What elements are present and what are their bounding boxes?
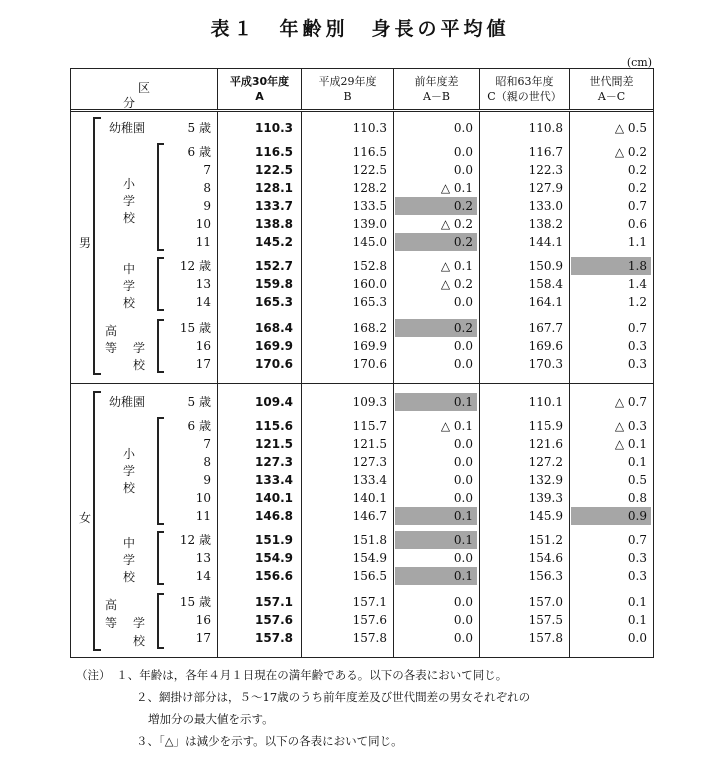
male-cell-c: 169.6	[528, 339, 563, 353]
male-cell-ac: △ 0.5	[614, 121, 647, 135]
male-cell-c: 164.1	[528, 295, 563, 309]
male-cell-c: 144.1	[528, 235, 563, 249]
table-row	[71, 531, 653, 549]
male-cell-b: 122.5	[352, 163, 387, 177]
female-cell-b: 151.8	[352, 533, 387, 547]
female-cell-c: 157.5	[528, 613, 563, 627]
table-row	[71, 393, 653, 411]
male-cell-b: 165.3	[352, 295, 387, 309]
female-cell-ac: 0.1	[627, 613, 647, 627]
age-label: 6 歳	[187, 145, 211, 159]
table-row	[71, 471, 653, 489]
header-diff-gen: 世代間差 A－C	[569, 69, 653, 109]
male-cell-ac: 1.2	[627, 295, 647, 309]
table-row	[71, 355, 653, 373]
table-row	[71, 435, 653, 453]
age-label: 10	[195, 491, 211, 505]
female-cell-ac: 0.3	[627, 569, 647, 583]
male-cell-a: 116.5	[255, 145, 293, 159]
table-row	[71, 257, 653, 275]
height-table	[70, 68, 654, 658]
female-cell-ab: 0.1	[395, 567, 477, 585]
male-cell-ac: 0.7	[627, 321, 647, 335]
female-cell-ab: 0.0	[453, 455, 473, 469]
male-elementary-label: 小 学 校	[122, 177, 135, 225]
male-cell-c: 122.3	[528, 163, 563, 177]
age-label: 17	[195, 631, 211, 645]
female-high-label: 校	[133, 634, 146, 648]
note-line: ３、「△」は減少を示す。以下の各表において同じ。	[136, 734, 403, 748]
male-cell-ac: 0.2	[627, 181, 647, 195]
male-cell-b: 152.8	[352, 259, 387, 273]
female-cell-c: 127.2	[528, 455, 563, 469]
female-cell-c: 110.1	[528, 395, 563, 409]
female-cell-b: 121.5	[352, 437, 387, 451]
female-cell-ab: 0.1	[395, 393, 477, 411]
female-cell-c: 151.2	[528, 533, 563, 547]
table-row	[71, 179, 653, 197]
male-cell-ac: △ 0.2	[614, 145, 647, 159]
female-cell-ac: △ 0.3	[614, 419, 647, 433]
table-header	[71, 69, 653, 112]
male-cell-c: 158.4	[528, 277, 563, 291]
female-cell-c: 157.0	[528, 595, 563, 609]
male-cell-ab: 0.0	[453, 295, 473, 309]
male-kindergarten-label: 幼稚園	[109, 121, 146, 135]
female-cell-b: 154.9	[352, 551, 387, 565]
age-label: 9	[203, 199, 211, 213]
age-label: 6 歳	[187, 419, 211, 433]
female-cell-ab: △ 0.1	[440, 419, 473, 433]
female-cell-ac: 0.3	[627, 551, 647, 565]
male-cell-c: 167.7	[528, 321, 563, 335]
female-cell-c: 154.6	[528, 551, 563, 565]
female-cell-a: 109.4	[255, 395, 293, 409]
age-label: 12 歳	[179, 259, 211, 273]
note-line: ２、網掛け部分は，５～17歳のうち前年度差及び世代間差の男女それぞれの	[136, 690, 531, 704]
female-cell-ab: 0.0	[453, 551, 473, 565]
male-cell-ac: 1.1	[627, 235, 647, 249]
male-cell-a: 145.2	[255, 235, 293, 249]
header-diff-prev: 前年度差 A－B	[393, 69, 479, 109]
table-row	[71, 417, 653, 435]
female-cell-b: 115.7	[352, 419, 387, 433]
male-cell-b: 145.0	[352, 235, 387, 249]
table-row	[71, 161, 653, 179]
female-cell-c: 157.8	[528, 631, 563, 645]
female-cell-b: 157.6	[352, 613, 387, 627]
male-cell-a: 170.6	[255, 357, 293, 371]
age-label: 8	[203, 455, 211, 469]
female-cell-c: 121.6	[528, 437, 563, 451]
female-cell-ac: 0.1	[627, 455, 647, 469]
male-cell-b: 160.0	[352, 277, 387, 291]
male-high-label: 等	[105, 341, 118, 355]
male-cell-c: 110.8	[528, 121, 563, 135]
male-high-label: 高	[105, 324, 118, 338]
male-cell-c: 116.7	[528, 145, 563, 159]
male-cell-b: 139.0	[352, 217, 387, 231]
female-cell-ac: 0.1	[627, 595, 647, 609]
female-cell-ab: 0.0	[453, 631, 473, 645]
male-cell-a: 159.8	[255, 277, 293, 291]
age-label: 11	[195, 509, 211, 523]
age-label: 16	[195, 339, 211, 353]
male-cell-ac: 1.4	[627, 277, 647, 291]
female-cell-c: 145.9	[528, 509, 563, 523]
female-cell-c: 156.3	[528, 569, 563, 583]
male-cell-a: 138.8	[255, 217, 293, 231]
age-label: 17	[195, 357, 211, 371]
female-cell-a: 146.8	[255, 509, 293, 523]
table-row	[71, 629, 653, 647]
female-label: 女	[78, 511, 91, 525]
male-cell-ac: 0.6	[627, 217, 647, 231]
female-cell-b: 109.3	[352, 395, 387, 409]
table-row	[71, 337, 653, 355]
header-h30: 平成30年度 A	[217, 69, 301, 109]
female-cell-a: 156.6	[255, 569, 293, 583]
age-label: 9	[203, 473, 211, 487]
female-cell-b: 127.3	[352, 455, 387, 469]
male-cell-ab: 0.0	[453, 145, 473, 159]
female-cell-ab: 0.0	[453, 473, 473, 487]
male-cell-a: 169.9	[255, 339, 293, 353]
table-row	[71, 143, 653, 161]
male-cell-a: 168.4	[255, 321, 293, 335]
female-cell-b: 146.7	[352, 509, 387, 523]
female-cell-a: 154.9	[255, 551, 293, 565]
age-label: 5 歳	[187, 395, 211, 409]
male-cell-ab: 0.0	[453, 339, 473, 353]
male-cell-b: 110.3	[352, 121, 387, 135]
male-cell-ab: 0.0	[453, 163, 473, 177]
table-row	[71, 119, 653, 137]
female-elementary-label: 小 学 校	[122, 447, 135, 495]
table-row	[71, 233, 653, 251]
female-cell-a: 157.1	[255, 595, 293, 609]
male-cell-c: 127.9	[528, 181, 563, 195]
table-row	[71, 549, 653, 567]
age-label: 7	[203, 437, 211, 451]
table-row	[71, 293, 653, 311]
female-cell-a: 157.8	[255, 631, 293, 645]
female-cell-ac: 0.7	[627, 533, 647, 547]
age-label: 14	[195, 295, 211, 309]
female-high-label: 高	[105, 598, 118, 612]
table-row	[71, 215, 653, 233]
female-cell-ab: 0.0	[453, 595, 473, 609]
note-line: 増加分の最大値を示す。	[148, 712, 274, 726]
male-cell-c: 138.2	[528, 217, 563, 231]
female-cell-b: 140.1	[352, 491, 387, 505]
female-cell-a: 151.9	[255, 533, 293, 547]
age-label: 13	[195, 551, 211, 565]
female-cell-ac: △ 0.1	[614, 437, 647, 451]
male-cell-a: 110.3	[255, 121, 293, 135]
age-label: 12 歳	[179, 533, 211, 547]
female-junior-high-label: 中 学 校	[122, 536, 135, 584]
female-cell-c: 115.9	[528, 419, 563, 433]
age-label: 5 歳	[187, 121, 211, 135]
table-row	[71, 197, 653, 215]
male-cell-ab: 0.0	[453, 121, 473, 135]
notes	[76, 664, 530, 752]
female-cell-b: 133.4	[352, 473, 387, 487]
male-cell-ab: △ 0.2	[440, 217, 473, 231]
table-row	[71, 489, 653, 507]
male-high-label: 校	[133, 358, 146, 372]
male-cell-b: 116.5	[352, 145, 387, 159]
female-cell-ab: 0.1	[395, 507, 477, 525]
female-cell-a: 140.1	[255, 491, 293, 505]
male-label: 男	[78, 236, 91, 250]
header-h29: 平成29年度 B	[301, 69, 393, 109]
male-cell-a: 133.7	[255, 199, 293, 213]
male-cell-ab: △ 0.2	[440, 277, 473, 291]
male-cell-c: 170.3	[528, 357, 563, 371]
age-label: 13	[195, 277, 211, 291]
male-cell-b: 169.9	[352, 339, 387, 353]
male-cell-b: 168.2	[352, 321, 387, 335]
unit-label: (cm)	[626, 56, 652, 69]
male-cell-ac: 0.7	[627, 199, 647, 213]
age-label: 7	[203, 163, 211, 177]
table-row	[71, 567, 653, 585]
female-cell-ac: 0.5	[627, 473, 647, 487]
female-cell-a: 127.3	[255, 455, 293, 469]
male-cell-ac: 0.3	[627, 339, 647, 353]
table-row	[71, 593, 653, 611]
female-kindergarten-label: 幼稚園	[109, 395, 146, 409]
male-cell-b: 128.2	[352, 181, 387, 195]
header-s63: 昭和63年度 C（親の世代）	[479, 69, 569, 109]
age-label: 14	[195, 569, 211, 583]
male-cell-a: 128.1	[255, 181, 293, 195]
table-title: 表１ 年齢別 身長の平均値	[210, 18, 510, 40]
male-cell-a: 152.7	[255, 259, 293, 273]
section-divider	[71, 383, 653, 384]
female-cell-ab: 0.0	[453, 613, 473, 627]
age-label: 15 歳	[179, 321, 211, 335]
male-cell-ab: 0.2	[395, 319, 477, 337]
female-high-label: 等	[105, 616, 118, 630]
female-cell-ab: 0.1	[395, 531, 477, 549]
age-label: 16	[195, 613, 211, 627]
male-cell-ab: 0.2	[395, 197, 477, 215]
male-cell-ab: △ 0.1	[440, 181, 473, 195]
female-cell-ac: 0.8	[627, 491, 647, 505]
male-cell-b: 170.6	[352, 357, 387, 371]
male-cell-ac: 1.8	[571, 257, 651, 275]
table-row	[71, 319, 653, 337]
male-cell-ac: 0.2	[627, 163, 647, 177]
table-row	[71, 453, 653, 471]
female-cell-c: 132.9	[528, 473, 563, 487]
female-cell-ab: 0.0	[453, 491, 473, 505]
female-cell-ac: 0.0	[627, 631, 647, 645]
note-line: （注） １、年齢は，各年４月１日現在の満年齢である。以下の各表において同じ。	[76, 668, 508, 682]
male-cell-c: 150.9	[528, 259, 563, 273]
age-label: 10	[195, 217, 211, 231]
male-high-label: 学	[133, 341, 146, 355]
male-cell-ac: 0.3	[627, 357, 647, 371]
female-cell-c: 139.3	[528, 491, 563, 505]
male-cell-a: 165.3	[255, 295, 293, 309]
female-cell-b: 157.8	[352, 631, 387, 645]
age-label: 15 歳	[179, 595, 211, 609]
female-cell-b: 157.1	[352, 595, 387, 609]
female-cell-ac: 0.9	[571, 507, 651, 525]
male-cell-ab: △ 0.1	[440, 259, 473, 273]
female-cell-ab: 0.0	[453, 437, 473, 451]
male-cell-c: 133.0	[528, 199, 563, 213]
table-row	[71, 507, 653, 525]
male-cell-b: 133.5	[352, 199, 387, 213]
female-high-label: 学	[133, 616, 146, 630]
female-cell-b: 156.5	[352, 569, 387, 583]
male-cell-ab: 0.0	[453, 357, 473, 371]
age-label: 8	[203, 181, 211, 195]
table-row	[71, 611, 653, 629]
male-cell-a: 122.5	[255, 163, 293, 177]
age-label: 11	[195, 235, 211, 249]
male-cell-ab: 0.2	[395, 233, 477, 251]
female-cell-a: 133.4	[255, 473, 293, 487]
female-cell-a: 157.6	[255, 613, 293, 627]
header-kubun: 区 分	[122, 81, 223, 110]
female-cell-ac: △ 0.7	[614, 395, 647, 409]
table-row	[71, 275, 653, 293]
female-cell-a: 115.6	[255, 419, 293, 433]
female-cell-a: 121.5	[255, 437, 293, 451]
male-junior-high-label: 中 学 校	[122, 262, 135, 310]
